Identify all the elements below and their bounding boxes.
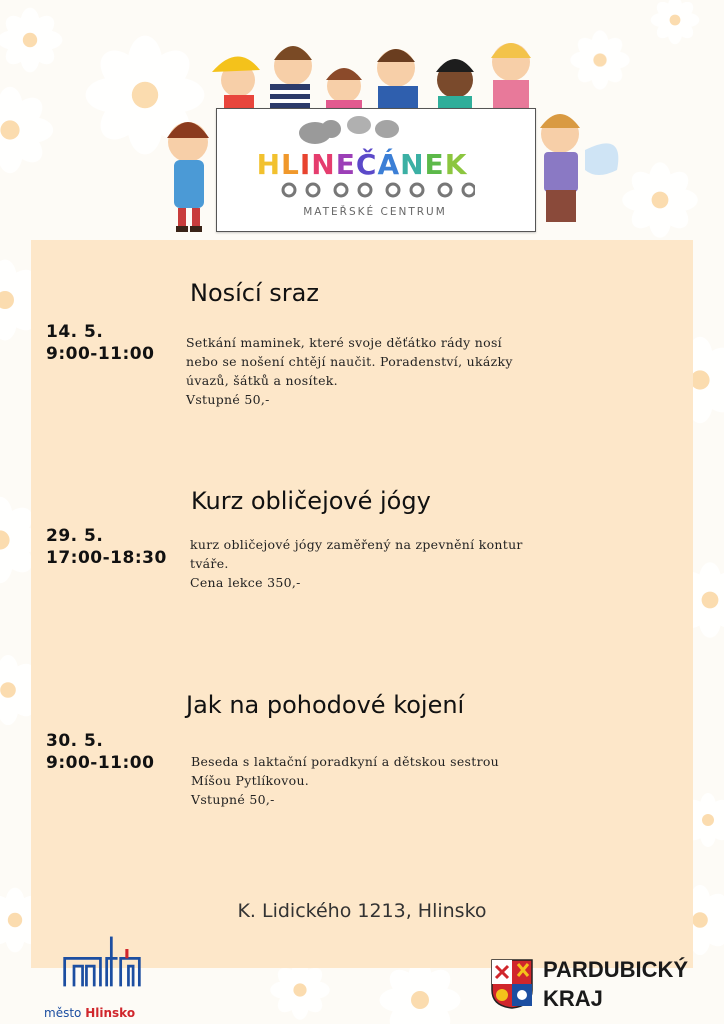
logo-letter: N — [400, 148, 425, 181]
event-title: Kurz obličejové jógy — [191, 487, 431, 515]
pardubice-coat-of-arms — [490, 958, 534, 1010]
mh-logo-icon — [44, 935, 174, 1005]
mesto-label: město — [44, 1006, 82, 1020]
event-time: 9:00-11:00 — [46, 753, 155, 773]
pardubicky-kraj-label — [543, 955, 688, 1013]
logo-letter: E — [335, 148, 356, 181]
hlinsko-label: Hlinsko — [85, 1006, 136, 1020]
description-line: tváře. — [190, 556, 229, 571]
event-title: Nosící sraz — [190, 279, 319, 307]
description-line: kurz obličejové jógy zaměřený na zpevnění kontur — [190, 537, 523, 552]
logo-letter: Č — [355, 148, 378, 181]
pk-line2: KRAJ — [543, 986, 603, 1011]
description-line: Míšou Pytlíkovou. — [191, 773, 310, 788]
event-description — [191, 752, 499, 809]
event-description — [190, 535, 523, 592]
description-line: Vstupné 50,- — [191, 792, 275, 807]
logo-letter: E — [424, 148, 445, 181]
event-time: 9:00-11:00 — [46, 344, 155, 364]
description-line: Vstupné 50,- — [186, 392, 270, 407]
description-line: Cena lekce 350,- — [190, 575, 301, 590]
logo-wheels-icon — [279, 181, 475, 199]
event-title: Jak na pohodové kojení — [186, 691, 465, 719]
logo-subtitle: MATEŘSKÉ CENTRUM — [303, 206, 447, 218]
description-line: Beseda s laktační poradkyní a dětskou sestrou — [191, 754, 500, 769]
logo-letter: L — [281, 148, 300, 181]
description-line: úvazů, šátků a nosítek. — [186, 373, 338, 388]
logo-letter: N — [311, 148, 336, 181]
description-line: nebo se nošení chtějí naučit. Poradenství, ukázky — [186, 354, 513, 369]
address: K. Lidického 1213, Hlinsko — [237, 900, 487, 922]
description-line: Setkání maminek, které svoje děťátko rády nosí — [186, 335, 502, 350]
logo-letter: K — [444, 148, 468, 181]
event-time: 17:00-18:30 — [46, 548, 167, 568]
pk-line1: PARDUBICKÝ — [543, 957, 689, 982]
logo-letter: H — [256, 148, 282, 181]
logo-wordmark — [0, 148, 724, 181]
logo-letter: Á — [377, 148, 401, 181]
cloud-icon — [297, 111, 407, 147]
event-date: 30. 5. — [46, 731, 104, 751]
event-description — [186, 333, 513, 409]
mesto-hlinsko-label — [44, 1006, 135, 1020]
logo-letter: I — [299, 148, 312, 181]
event-date: 29. 5. — [46, 526, 104, 546]
event-date: 14. 5. — [46, 322, 104, 342]
